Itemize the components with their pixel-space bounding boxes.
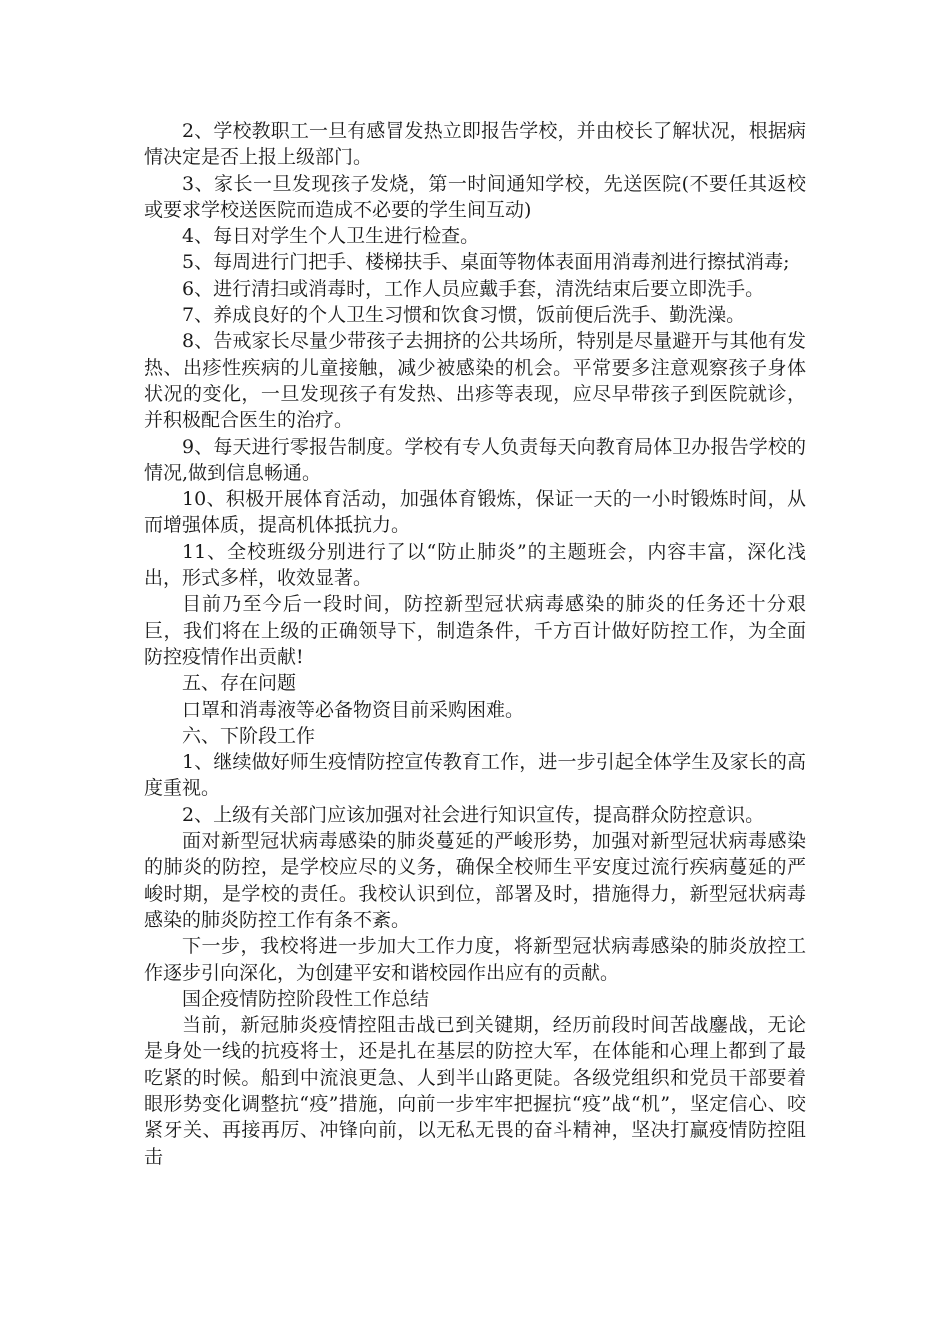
paragraph-conclusion: 面对新型冠状病毒感染的肺炎蔓延的严峻形势，加强对新型冠状病毒感染的肺炎的防控，是学校应尽的义务，确保全校师生平安度过流行疾病蔓延的严峻时期，是学校的责任。我校认识到位，部署及时，措施得力，新型冠状病毒感染的肺炎防控工作有条不紊。	[144, 830, 806, 931]
paragraph-item-10: 10、积极开展体育活动，加强体育锻炼，保证一天的一小时锻炼时间，从而增强体质，提高机体抵抗力。	[144, 488, 806, 537]
paragraph-item-5: 5、每周进行门把手、楼梯扶手、桌面等物体表面用消毒剂进行擦拭消毒;	[182, 251, 790, 274]
paragraph-item-6: 6、进行清扫或消毒时，工作人员应戴手套，清洗结束后要立即洗手。	[182, 277, 765, 300]
paragraph-current-situation: 当前，新冠肺炎疫情控阻击战已到关键期，经历前段时间苦战鏖战，无论是身处一线的抗疫将士，还是扎在基层的防控大军，在体能和心理上都到了最吃紧的时候。船到中流浪更急、人到半山路更陡。各级党组织和党员干部要着眼形势变化调整抗“疫”措施，向前一步牢牢把握抗“疫”战“机”，坚定信心、咬紧牙关、再接再厉、冲锋向前，以无私无畏的奋斗精神，坚决打赢疫情防控阻击	[144, 1014, 806, 1168]
paragraph-next-step: 下一步，我校将进一步加大工作力度，将新型冠状病毒感染的肺炎放控工作逐步引向深化，为创建平安和谐校园作出应有的贡献。	[144, 935, 806, 984]
paragraph-next-2: 2、上级有关部门应该加强对社会进行知识宣传，提高群众防控意识。	[182, 803, 765, 826]
paragraph-item-7: 7、养成良好的个人卫生习惯和饮食习惯，饭前便后洗手、勤洗澡。	[182, 304, 746, 327]
document-page	[144, 118, 806, 1170]
paragraph-item-8: 8、告戒家长尽量少带孩子去拥挤的公共场所，特别是尽量避开与其他有发热、出疹性疾病的儿童接触，减少被感染的机会。平常要多注意观察孩子身体状况的变化，一旦发现孩子有发热、出疹等表现，应尽早带孩子到医院就诊，并积极配合医生的治疗。	[144, 330, 806, 432]
paragraph-next-1: 1、继续做好师生疫情防控宣传教育工作，进一步引起全体学生及家长的高度重视。	[144, 751, 806, 800]
paragraph-item-3: 3、家长一旦发现孩子发烧，第一时间通知学校，先送医院(不要任其返校或要求学校送医院而造成不必要的学生间互动)	[144, 172, 806, 221]
section-heading-problems: 五、存在问题	[182, 672, 297, 695]
paragraph-item-2: 2、学校教职工一旦有感冒发热立即报告学校，并由校长了解状况，根据病情决定是否上报上级部门。	[144, 120, 806, 169]
paragraph-problems: 口罩和消毒液等必备物资目前采购困难。	[182, 698, 525, 721]
section-heading-next-stage: 六、下阶段工作	[182, 724, 316, 747]
paragraph-item-11: 11、全校班级分别进行了以“防止肺炎”的主题班会，内容丰富，深化浅出，形式多样，收效显著。	[144, 540, 806, 590]
paragraph-summary: 目前乃至今后一段时间，防控新型冠状病毒感染的肺炎的任务还十分艰巨，我们将在上级的正确领导下，制造条件，千方百计做好防控工作，为全面防控疫情作出贡献!	[144, 593, 806, 668]
paragraph-item-4: 4、每日对学生个人卫生进行检查。	[182, 225, 480, 248]
paragraph-item-9: 9、每天进行零报告制度。学校有专人负责每天向教育局体卫办报告学校的情况,做到信息畅通。	[144, 435, 806, 484]
document-subtitle: 国企疫情防控阶段性工作总结	[182, 987, 430, 1010]
